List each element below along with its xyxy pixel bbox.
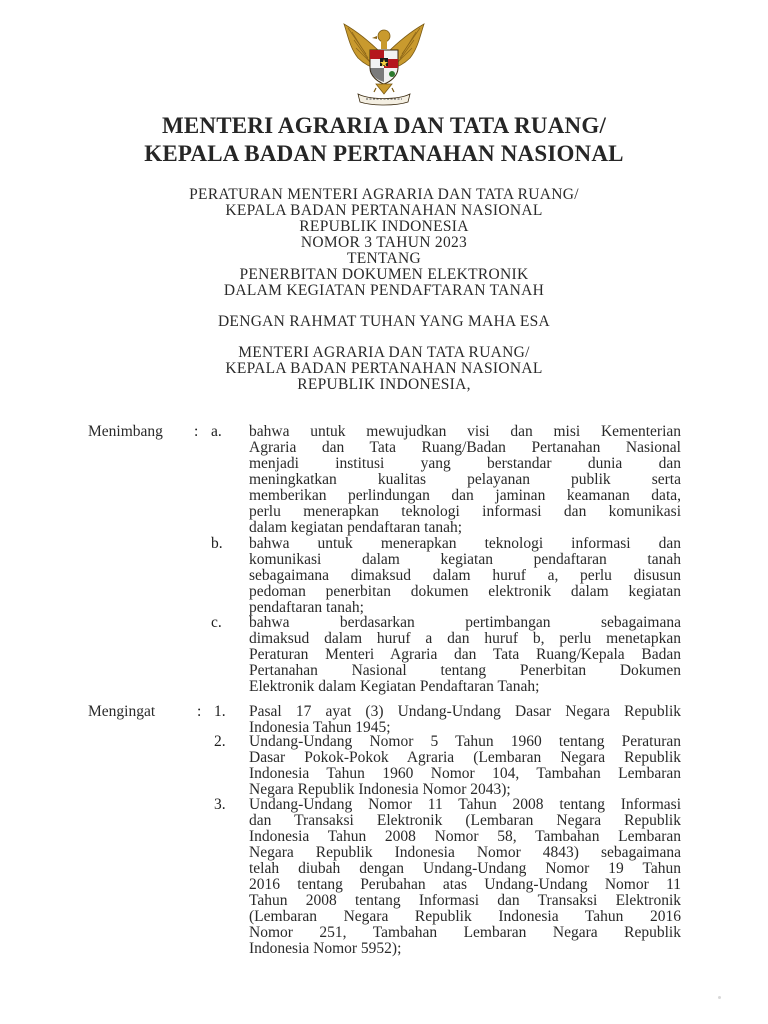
mengingat-item-marker: 1. bbox=[214, 703, 226, 720]
text-line: Indonesia Tahun 1960 Nomor 104, Tambahan Lembaran bbox=[249, 765, 681, 782]
regulation-subject-line: DALAM KEGIATAN PENDAFTARAN TANAH bbox=[223, 282, 545, 299]
mengingat-item-1 bbox=[249, 704, 681, 736]
text-line: telah diubah dengan Undang-Undang Nomor 19 Tahun bbox=[249, 860, 681, 877]
text-line: Tahun 2008 tentang Informasi dan Transaksi Elektronik bbox=[249, 892, 681, 909]
mengingat-item-2 bbox=[249, 734, 681, 798]
text-line: bahwa berdasarkan pertimbangan sebagaimana bbox=[249, 614, 681, 631]
text-line: Undang-Undang Nomor 11 Tahun 2008 tentang Informasi bbox=[249, 796, 681, 813]
text-line: 2016 tentang Perubahan atas Undang-Undang Nomor 11 bbox=[249, 876, 681, 893]
regulation-number: NOMOR 3 TAHUN 2023 bbox=[300, 234, 468, 251]
text-line: Negara Republik Indonesia Nomor 2043); bbox=[249, 781, 511, 798]
text-line: dan Transaksi Elektronik (Lembaran Negara Republik bbox=[249, 812, 681, 829]
blessing-line: DENGAN RAHMAT TUHAN YANG MAHA ESA bbox=[217, 313, 551, 330]
text-line: Indonesia Tahun 1945; bbox=[249, 719, 391, 736]
mengingat-item-marker: 3. bbox=[214, 796, 226, 813]
text-line: Undang-Undang Nomor 5 Tahun 1960 tentang Peraturan bbox=[249, 733, 681, 750]
text-line: perlu menerapkan teknologi informasi dan komunikasi bbox=[249, 503, 681, 520]
menimbang-label: Menimbang bbox=[88, 423, 163, 440]
text-line: pedoman penerbitan dokumen elektronik dalam kegiatan bbox=[249, 583, 681, 600]
text-line: menjadi institusi yang berstandar dunia dan bbox=[249, 455, 681, 472]
menimbang-item-c bbox=[249, 615, 681, 695]
mengingat-item-3 bbox=[249, 797, 681, 957]
minister-line: MENTERI AGRARIA DAN TATA RUANG/ bbox=[238, 344, 530, 361]
text-line: Pertanahan Nasional tentang Penerbitan Dokumen bbox=[249, 662, 681, 679]
menimbang-item-marker: c. bbox=[211, 614, 222, 631]
regulation-heading-line: PERATURAN MENTERI AGRARIA DAN TATA RUANG/ bbox=[189, 186, 579, 203]
text-line: Indonesia Tahun 2008 Nomor 58, Tambahan Lembaran bbox=[249, 828, 681, 845]
text-line: dalam kegiatan pendaftaran tanah; bbox=[249, 519, 463, 536]
ministry-title-line-2: KEPALA BADAN PERTANAHAN NASIONAL bbox=[144, 141, 624, 166]
text-line: (Lembaran Negara Republik Indonesia Tahun 2016 bbox=[249, 908, 681, 925]
text-line: Negara Republik Indonesia Nomor 4843) sebagaimana bbox=[249, 844, 681, 861]
text-line: Indonesia Nomor 5952); bbox=[249, 940, 402, 957]
text-line: Nomor 251, Tambahan Lembaran Negara Republik bbox=[249, 924, 681, 941]
minister-line: REPUBLIK INDONESIA, bbox=[297, 376, 471, 393]
text-line: Peraturan Menteri Agraria dan Tata Ruang/Kepala Badan bbox=[249, 646, 681, 663]
menimbang-item-b bbox=[249, 536, 681, 616]
menimbang-item-a bbox=[249, 424, 681, 536]
mengingat-colon: : bbox=[197, 703, 202, 720]
scan-speck bbox=[718, 996, 721, 999]
text-line: komunikasi dalam kegiatan pendaftaran tanah bbox=[249, 551, 681, 568]
mengingat-item-marker: 2. bbox=[214, 733, 226, 750]
text-line: Agraria dan Tata Ruang/Badan Pertanahan Nasional bbox=[249, 439, 681, 456]
text-line: bahwa untuk menerapkan teknologi informasi dan bbox=[249, 535, 681, 552]
text-line: memberikan perlindungan dan jaminan keamanan data, bbox=[249, 487, 681, 504]
regulation-heading-line: TENTANG bbox=[346, 250, 422, 267]
text-line: sebagaimana dimaksud dalam huruf a, perlu disusun bbox=[249, 567, 681, 584]
regulation-subject-line: PENERBITAN DOKUMEN ELEKTRONIK bbox=[239, 266, 529, 283]
text-line: Elektronik dalam Kegiatan Pendaftaran Tanah; bbox=[249, 678, 540, 695]
text-line: pendaftaran tanah; bbox=[249, 599, 364, 616]
minister-line: KEPALA BADAN PERTANAHAN NASIONAL bbox=[225, 360, 543, 377]
mengingat-label: Mengingat bbox=[88, 703, 156, 720]
menimbang-item-marker: b. bbox=[211, 535, 223, 552]
ministry-title-line-1: MENTERI AGRARIA DAN TATA RUANG/ bbox=[161, 113, 607, 138]
text-line: meningkatkan kualitas pelayanan publik serta bbox=[249, 471, 681, 488]
text-line: Dasar Pokok-Pokok Agraria (Lembaran Negara Republik bbox=[249, 749, 681, 766]
menimbang-item-marker: a. bbox=[211, 423, 222, 440]
regulation-heading-line: KEPALA BADAN PERTANAHAN NASIONAL bbox=[225, 202, 543, 219]
text-line: dimaksud dalam huruf a dan huruf b, perlu menetapkan bbox=[249, 630, 681, 647]
garuda-pancasila-emblem-icon bbox=[336, 14, 432, 110]
regulation-heading-line: REPUBLIK INDONESIA bbox=[299, 218, 469, 235]
text-line: Pasal 17 ayat (3) Undang-Undang Dasar Negara Republik bbox=[249, 703, 681, 720]
text-line: bahwa untuk mewujudkan visi dan misi Kementerian bbox=[249, 423, 681, 440]
menimbang-colon: : bbox=[194, 423, 199, 440]
